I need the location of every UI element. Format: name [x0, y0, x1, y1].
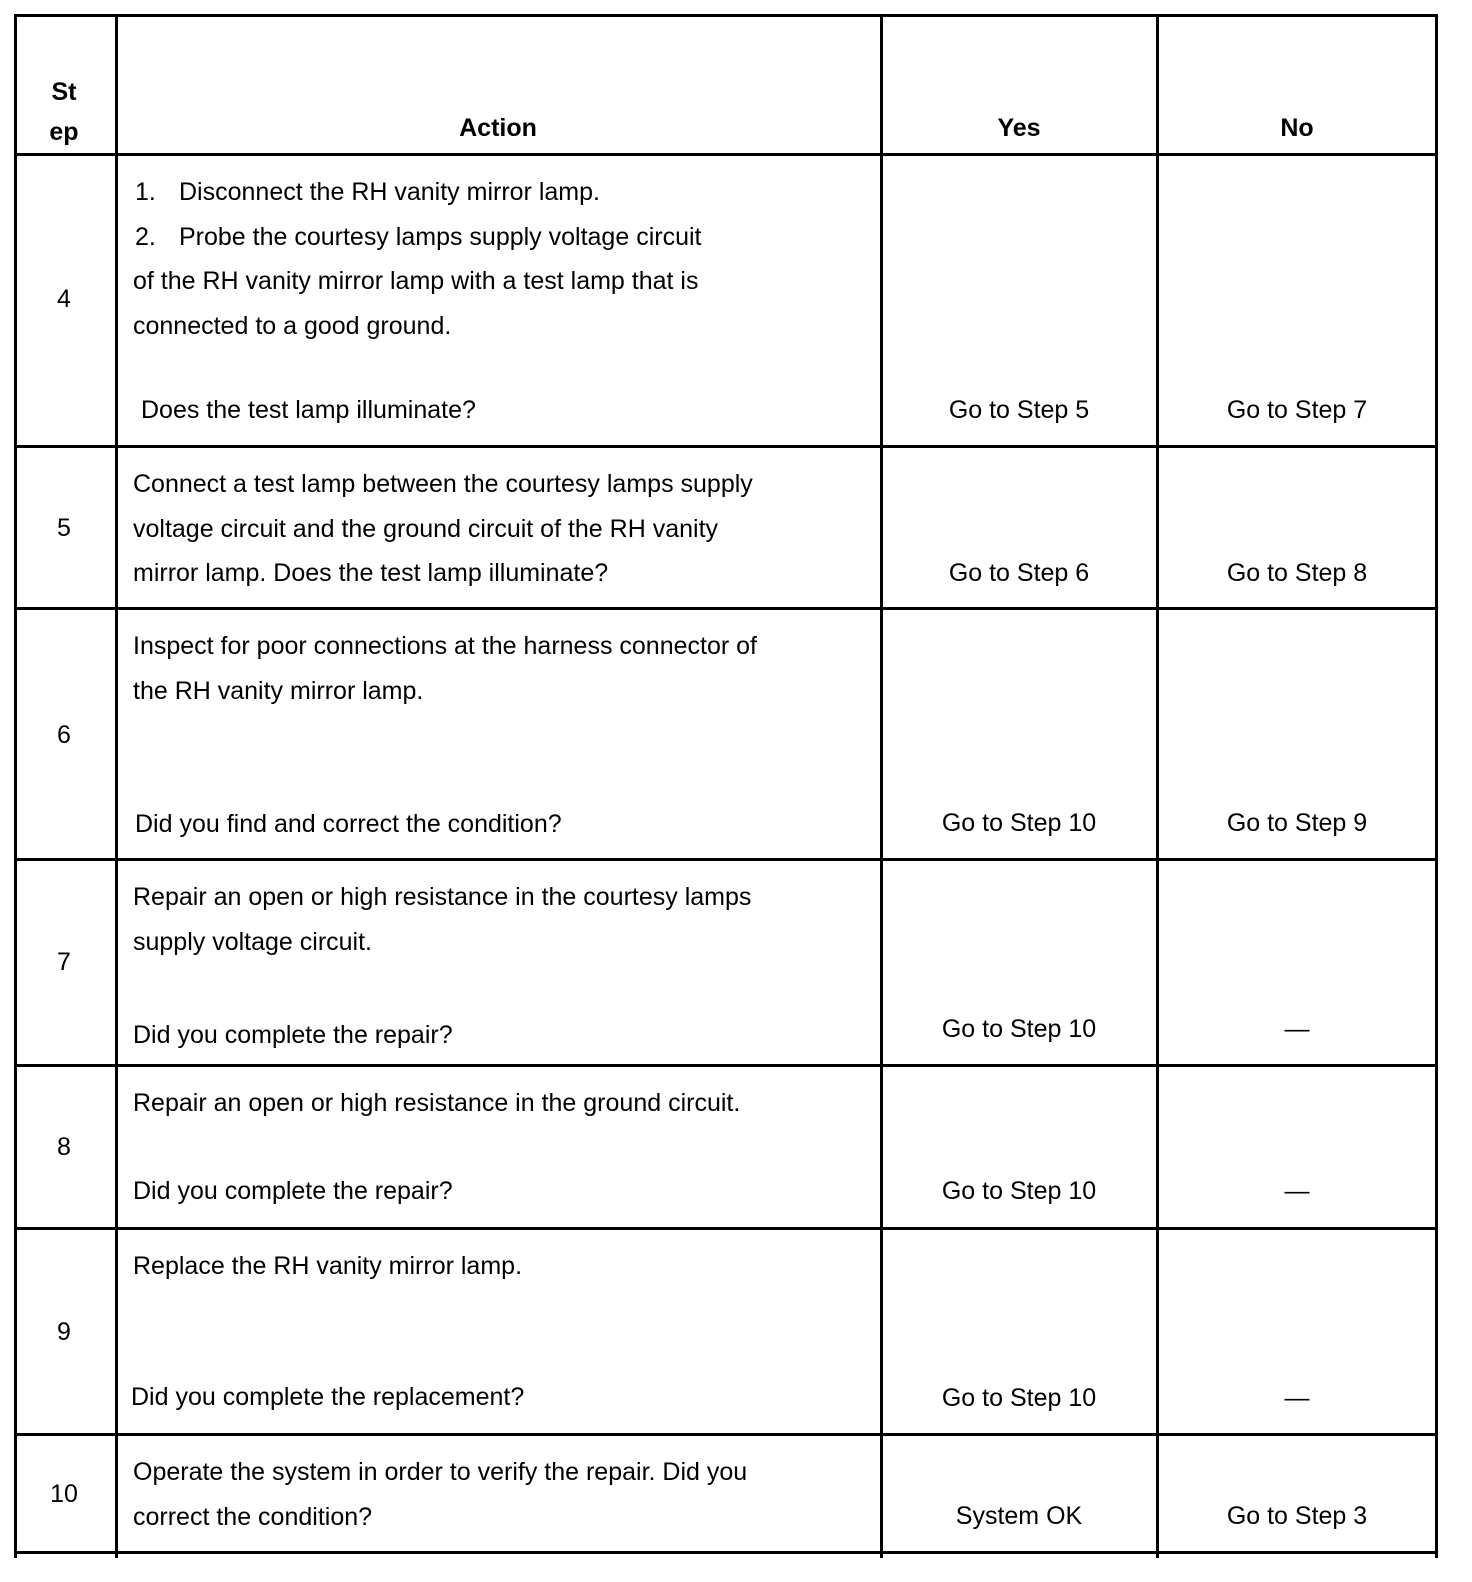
list-text: Disconnect the RH vanity mirror lamp. [179, 178, 600, 206]
action-line: supply voltage circuit. [133, 927, 373, 956]
action-text [133, 1450, 873, 1539]
action-line: mirror lamp. Does the test lamp illuminate? [133, 559, 609, 587]
header-step-line2: ep [49, 118, 79, 146]
no-answer: Go to Step 7 [1226, 396, 1368, 424]
question-text: Does the test lamp illuminate? [141, 396, 476, 424]
action-question [131, 1375, 871, 1420]
action-line: of the RH vanity mirror lamp with a test lamp that is [133, 267, 699, 295]
question-text: Did you find and correct the condition? [135, 810, 562, 838]
action-line: correct the condition? [133, 1502, 373, 1531]
action-line: Operate the system in order to verify the repair. Did you [133, 1458, 748, 1486]
no-answer: Go to Step 8 [1226, 559, 1368, 587]
yes-answer: System OK [955, 1502, 1083, 1530]
action-text [133, 170, 873, 348]
row-divider [14, 607, 1438, 610]
action-text [133, 1081, 873, 1126]
action-line: Replace the RH vanity mirror lamp. [133, 1252, 523, 1280]
row-divider [14, 1064, 1438, 1067]
header-no: No [1280, 114, 1314, 142]
step-number: 4 [57, 285, 71, 313]
row-divider [14, 1227, 1438, 1230]
no-answer: Go to Step 9 [1226, 809, 1368, 837]
yes-answer: Go to Step 10 [941, 1015, 1097, 1043]
column-divider [880, 14, 883, 1558]
action-text [133, 624, 873, 713]
action-line: connected to a good ground. [133, 311, 452, 340]
list-text: Probe the courtesy lamps supply voltage circuit [179, 222, 702, 251]
list-number: 1. [135, 178, 156, 206]
header-step [14, 72, 114, 152]
step-number: 7 [57, 948, 71, 976]
action-question [135, 802, 875, 847]
no-answer: Go to Step 3 [1226, 1502, 1368, 1530]
list-number: 2. [135, 222, 156, 251]
no-answer: — [1284, 1015, 1310, 1043]
question-text: Did you complete the repair? [133, 1021, 453, 1049]
action-line: Connect a test lamp between the courtesy lamps supply [133, 470, 753, 498]
action-line: voltage circuit and the ground circuit of the RH vanity [133, 514, 719, 543]
action-line: Inspect for poor connections at the harness connector of [133, 632, 757, 660]
diagnostic-table [14, 14, 1438, 1558]
action-question [133, 1169, 873, 1214]
action-text [133, 1244, 873, 1289]
list-item [133, 170, 873, 215]
row-divider [14, 858, 1438, 861]
column-divider [115, 14, 118, 1558]
yes-answer: Go to Step 5 [948, 396, 1090, 424]
row-divider [14, 153, 1438, 156]
step-number: 8 [57, 1133, 71, 1161]
action-question [133, 1013, 873, 1058]
header-step-line1: St [51, 78, 77, 106]
step-number: 6 [57, 721, 71, 749]
list-item [133, 215, 873, 260]
step-number: 9 [57, 1318, 71, 1346]
table-border-right [1435, 14, 1438, 1558]
question-text: Did you complete the replacement? [131, 1383, 525, 1411]
question-text: Did you complete the repair? [133, 1177, 453, 1205]
header-yes: Yes [997, 114, 1041, 142]
no-answer: — [1284, 1384, 1310, 1412]
header-action: Action [459, 114, 537, 142]
action-line: Repair an open or high resistance in the courtesy lamps [133, 883, 752, 911]
step-number: 5 [57, 514, 71, 542]
row-divider [14, 1433, 1438, 1436]
column-divider [1156, 14, 1159, 1558]
table-border-top [14, 14, 1438, 17]
action-line: Repair an open or high resistance in the ground circuit. [133, 1089, 741, 1117]
yes-answer: Go to Step 10 [941, 1384, 1097, 1412]
step-number: 10 [50, 1480, 78, 1508]
action-line: the RH vanity mirror lamp. [133, 676, 424, 705]
yes-answer: Go to Step 6 [948, 559, 1090, 587]
no-answer: — [1284, 1177, 1310, 1205]
action-text [133, 462, 873, 596]
yes-answer: Go to Step 10 [941, 809, 1097, 837]
row-divider [14, 445, 1438, 448]
action-question [141, 388, 881, 433]
table-border-bottom [14, 1551, 1438, 1554]
yes-answer: Go to Step 10 [941, 1177, 1097, 1205]
action-text [133, 875, 873, 964]
